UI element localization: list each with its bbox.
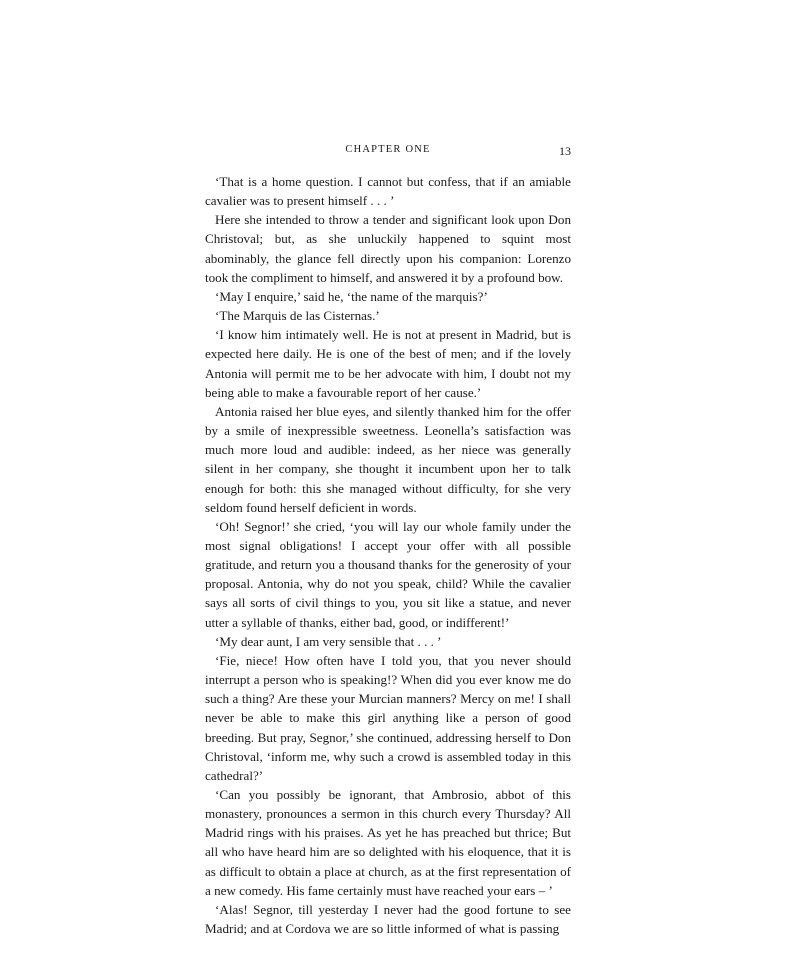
paragraph: ‘Oh! Segnor!’ she cried, ‘you will lay our whole family under the most signal obligations! I accept your offer with all possible gratitude, and return you a thousand thanks for the generosity of your proposal. Antonia, why do not you speak, child? While the cavalier says all sorts of civil things to you, you sit like a statue, and never utter a syllable of thanks, either bad, good, or indifferent!’ — [205, 518, 571, 630]
paragraph: Antonia raised her blue eyes, and silently thanked him for the offer by a smile of inexpressible sweetness. Leonella’s satisfaction was much more loud and audible: indeed, as her niece was generally silent in her company, she thought it incumbent upon her to talk enough for both: this she managed without difficulty, for she very seldom found herself deficient in words. — [205, 403, 571, 515]
body-text — [205, 172, 571, 938]
book-page — [205, 144, 571, 938]
paragraph: ‘That is a home question. I cannot but confess, that if an amiable cavalier was to present himself . . . ’ — [205, 174, 571, 209]
running-head — [205, 144, 571, 160]
paragraph: ‘The Marquis de las Cisternas.’ — [215, 308, 380, 324]
page-number: 13 — [559, 144, 571, 158]
paragraph: ‘Fie, niece! How often have I told you, that you never should interrupt a person who is speaking!? When did you ever know me do such a thing? Are these your Murcian manners? Mercy on me! I shall never be able to make this girl anything like a person of good breeding. But pray, Segnor,’ she continued, addressing herself to Don Christoval, ‘inform me, why such a crowd is assembled today in this cathedral?’ — [205, 652, 571, 783]
paragraph: ‘May I enquire,’ said he, ‘the name of the marquis?’ — [215, 288, 488, 304]
paragraph: ‘Alas! Segnor, till yesterday I never had the good fortune to see Madrid; and at Cordova we are so little informed of what is passing — [205, 901, 571, 937]
paragraph: ‘Can you possibly be ignorant, that Ambrosio, abbot of this monastery, pronounces a sermon in this church every Thursday? All Madrid rings with his praises. As yet he has preached but thrice; But all who have heard him are so delighted with his eloquence, that it is as difficult to obtain a place at church, as at the first representation of a new comedy. His fame certainly must have reached your ears – ’ — [205, 787, 571, 898]
chapter-title: CHAPTER ONE — [345, 144, 431, 155]
paragraph: ‘I know him intimately well. He is not at present in Madrid, but is expected here daily. He is one of the best of men; and if the lovely Antonia will permit me to be her advocate with him, I doubt not my being able to make a favourable report of her cause.’ — [205, 327, 571, 400]
paragraph: Here she intended to throw a tender and significant look upon Don Christoval; but, as she unluckily happened to squint most abominably, the glance fell directly upon his companion: Lorenzo took the compliment to himself, and answered it by a profound bow. — [205, 212, 571, 285]
paragraph: ‘My dear aunt, I am very sensible that . . . ’ — [215, 633, 442, 649]
